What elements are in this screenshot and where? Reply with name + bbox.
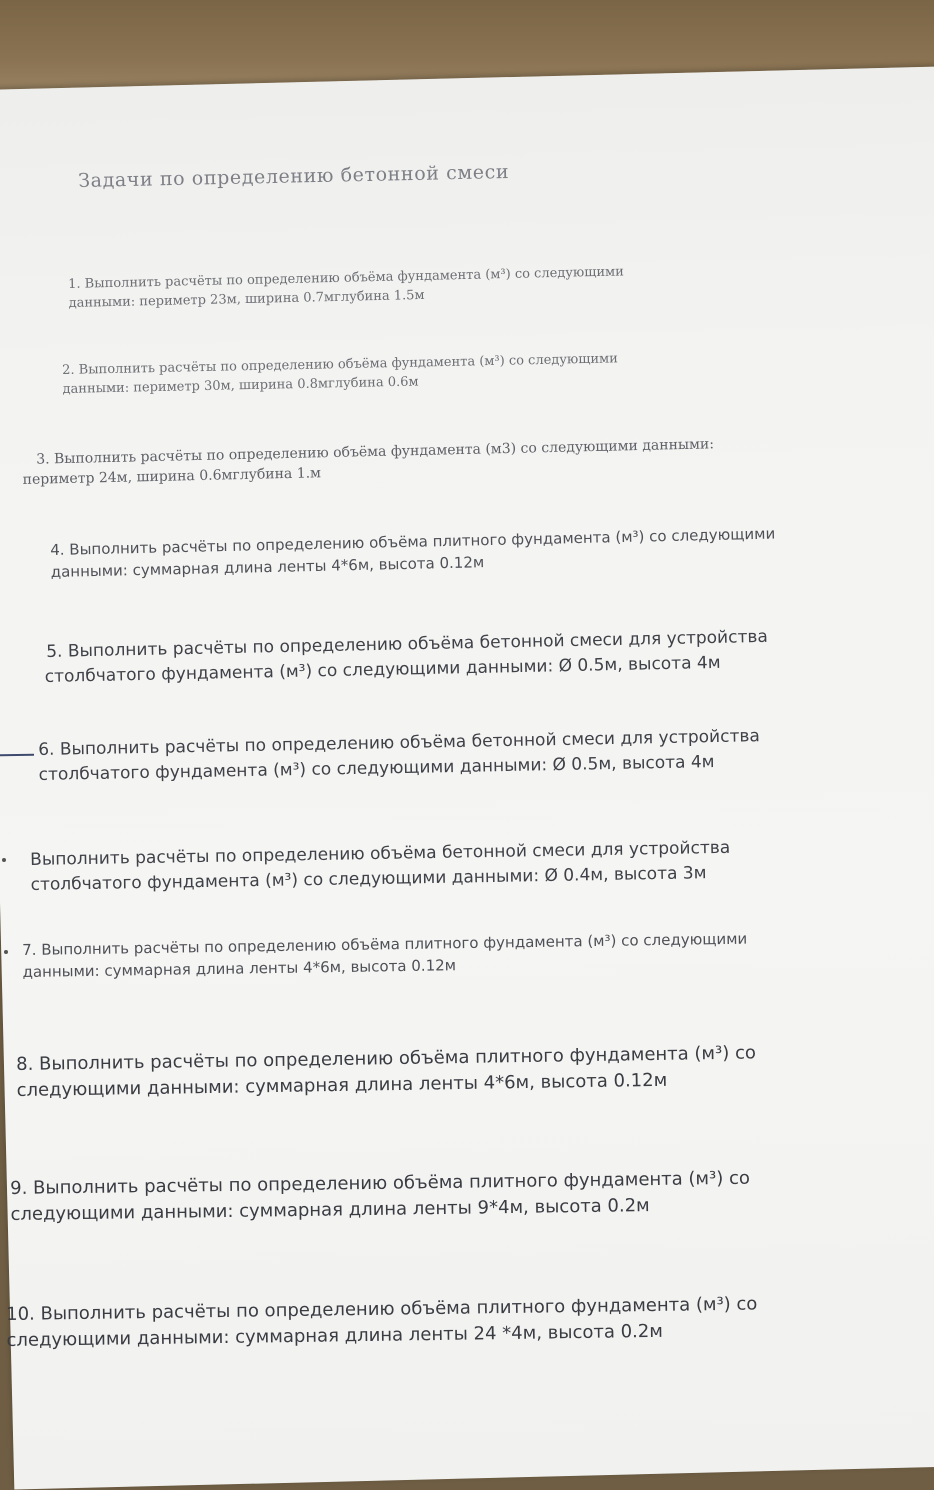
task-2-line-1: 2. Выполнить расчёты по определению объёма фундамента (м³) со следующими <box>62 351 618 378</box>
task-1-line-1: 1. Выполнить расчёты по определению объёма фундамента (м³) со следующими <box>68 264 624 292</box>
task-3-line-2: периметр 24м, ширина 0.6мглубина 1.м <box>22 465 322 489</box>
task-9-line-1: 9. Выполнить расчёты по определению объёма плитного фундамента (м³) со <box>10 1167 751 1199</box>
task-3-line-1: 3. Выполнить расчёты по определению объёма фундамента (м3) со следующими данными: <box>36 436 715 468</box>
bullet-mark-2 <box>4 950 8 954</box>
task-6-line-2: столбчатого фундамента (м³) со следующими данными: Ø 0.5м, высота 4м <box>38 751 715 785</box>
task-4-line-1: 4. Выполнить расчёты по определению объёма плитного фундамента (м³) со следующими <box>50 524 776 559</box>
task-4-line-2: данными: суммарная длина ленты 4*6м, высота 0.12м <box>50 552 485 581</box>
document-title: Задачи по определению бетонной смеси <box>78 160 510 192</box>
task-unnumbered-line-1: Выполнить расчёты по определению объёма бетонной смеси для устройства <box>30 837 731 870</box>
task-5-line-1: 5. Выполнить расчёты по определению объёма бетонной смеси для устройства <box>46 626 769 662</box>
task-10 <box>6 1292 758 1355</box>
task-10-line-2: следующими данными: суммарная длина ленты 24 *4м, высота 0.2м <box>6 1320 664 1352</box>
task-7-line-1: 7. Выполнить расчёты по определению объёма плитного фундамента (м³) со следующими <box>22 929 748 959</box>
task-5-line-2: столбчатого фундамента (м³) со следующими данными: Ø 0.5м, высота 4м <box>44 652 721 687</box>
task-9-line-2: следующими данными: суммарная длина ленты 9*4м, высота 0.2м <box>10 1195 650 1226</box>
task-unnumbered-line-2: столбчатого фундамента (м³) со следующими данными: Ø 0.4м, высота 3м <box>30 862 707 895</box>
task-1-line-2: данными: периметр 23м, ширина 0.7мглубина 1.5м <box>68 287 425 311</box>
task-8-line-1: 8. Выполнить расчёты по определению объёма плитного фундамента (м³) со <box>16 1042 757 1075</box>
task-2-line-2: данными: периметр 30м, ширина 0.8мглубина 0.6м <box>62 374 419 397</box>
task-7-line-2: данными: суммарная длина ленты 4*6м, высота 0.12м <box>22 955 457 981</box>
task-9 <box>10 1166 750 1229</box>
bullet-mark-1 <box>2 858 6 862</box>
task-10-line-1: 10. Выполнить расчёты по определению объёма плитного фундамента (м³) со <box>6 1293 758 1325</box>
task-8-line-2: следующими данными: суммарная длина ленты 4*6м, высота 0.12м <box>16 1069 668 1102</box>
task-6-line-1: 6. Выполнить расчёты по определению объёма бетонной смеси для устройства <box>38 726 761 760</box>
